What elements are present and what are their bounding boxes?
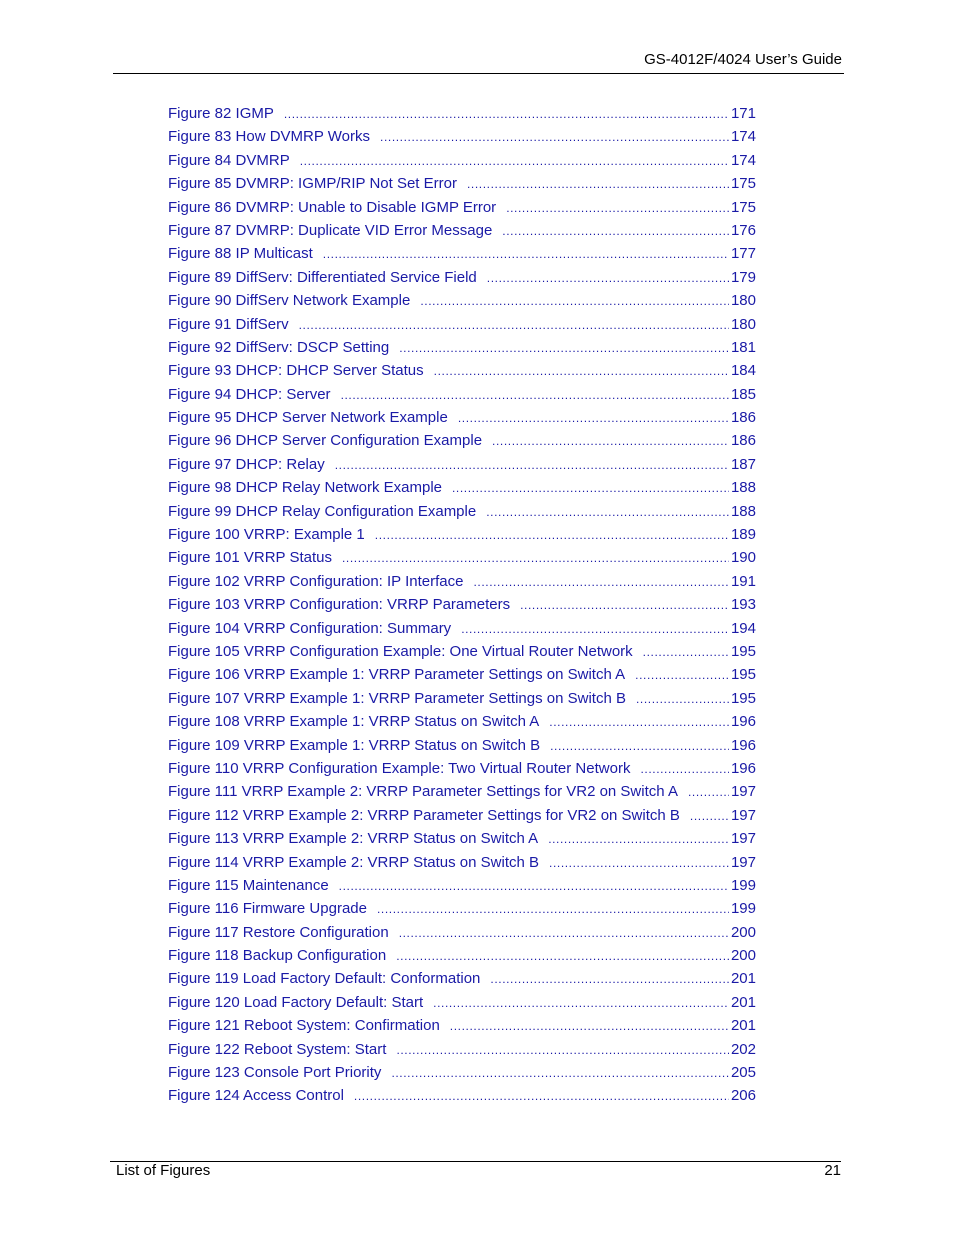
page-header-title: GS-4012F/4024 User’s Guide [644,51,842,68]
toc-entry[interactable] [168,386,756,409]
toc-dot-leader [492,434,729,448]
toc-entry-page[interactable]: 196 [730,713,756,731]
toc-entry-label[interactable]: Figure 120 Load Factory Default: Start [168,993,424,1011]
toc-dot-leader [323,247,729,261]
toc-entry-page[interactable]: 189 [730,526,756,544]
toc-entry[interactable] [168,807,756,830]
toc-entry-page[interactable]: 195 [730,642,756,660]
toc-entry[interactable] [168,526,756,549]
toc-dot-leader [486,505,729,519]
toc-entry[interactable] [168,713,756,736]
toc-entry-label[interactable]: Figure 106 VRRP Example 1: VRRP Parameter Settings on Switch A [168,666,626,684]
toc-entry[interactable] [168,128,756,151]
toc-dot-leader [399,341,729,355]
toc-dot-leader [490,972,729,986]
toc-entry[interactable] [168,1087,756,1110]
toc-dot-leader [354,1089,729,1103]
toc-dot-leader [520,598,729,612]
toc-entry[interactable] [168,152,756,175]
toc-entry-label[interactable]: Figure 91 DiffServ [168,315,289,333]
toc-entry-label[interactable]: Figure 104 VRRP Configuration: Summary [168,619,452,637]
toc-entry-label[interactable]: Figure 89 DiffServ: Differentiated Service Field [168,268,477,286]
header-rule [113,73,844,74]
toc-entry-page[interactable]: 176 [730,221,756,239]
toc-entry-label[interactable]: Figure 88 IP Multicast [168,245,313,263]
toc-entry[interactable] [168,479,756,502]
toc-entry-page[interactable]: 196 [730,759,756,777]
toc-entry-page[interactable]: 201 [730,1017,756,1035]
toc-entry-label[interactable]: Figure 92 DiffServ: DSCP Setting [168,338,390,356]
toc-entry[interactable] [168,292,756,315]
footer-rule [110,1161,841,1162]
toc-entry[interactable] [168,830,756,853]
toc-entry-page[interactable]: 174 [730,151,756,169]
toc-entry-label[interactable]: Figure 83 How DVMRP Works [168,128,371,146]
toc-dot-leader [299,318,729,332]
toc-entry-label[interactable]: Figure 95 DHCP Server Network Example [168,409,448,427]
toc-entry-label[interactable]: Figure 107 VRRP Example 1: VRRP Parameter Settings on Switch B [168,689,626,707]
toc-dot-leader [635,668,729,682]
toc-dot-leader [548,832,729,846]
toc-entry-page[interactable]: 194 [730,619,756,637]
toc-entry-label[interactable]: Figure 116 Firmware Upgrade [168,900,367,918]
footer-page-number: 21 [824,1162,841,1179]
toc-dot-leader [342,551,729,565]
toc-entry[interactable] [168,877,756,900]
toc-entry[interactable] [168,409,756,432]
toc-entry-page[interactable]: 199 [730,876,756,894]
toc-entry-label[interactable]: Figure 96 DHCP Server Configuration Example [168,432,483,450]
toc-entry-label[interactable]: Figure 115 Maintenance [168,876,329,894]
toc-entry-page[interactable]: 197 [730,783,756,801]
toc-entry[interactable] [168,854,756,877]
toc-entry[interactable] [168,199,756,222]
toc-dot-leader [487,271,729,285]
toc-entry[interactable] [168,690,756,713]
toc-dot-leader [420,294,729,308]
toc-entry-label[interactable]: Figure 111 VRRP Example 2: VRRP Parameter Settings for VR2 on Switch A [168,783,678,801]
toc-entry-page[interactable]: 180 [730,315,756,333]
toc-entry-page[interactable]: 193 [730,596,756,614]
toc-entry[interactable] [168,900,756,923]
toc-dot-leader [377,902,729,916]
toc-dot-leader [550,739,729,753]
toc-entry-page[interactable]: 201 [730,993,756,1011]
toc-entry-label[interactable]: Figure 103 VRRP Configuration: VRRP Parameters [168,596,511,614]
toc-dot-leader [399,926,729,940]
toc-entry-page[interactable]: 174 [730,128,756,146]
toc-dot-leader [433,996,729,1010]
toc-entry-label[interactable]: Figure 108 VRRP Example 1: VRRP Status on Switch A [168,713,540,731]
toc-entry[interactable] [168,994,756,1017]
toc-dot-leader [396,949,729,963]
toc-dot-leader [300,154,729,168]
toc-entry-page[interactable]: 179 [730,268,756,286]
toc-dot-leader [458,411,729,425]
toc-entry-page[interactable]: 180 [730,292,756,310]
toc-entry[interactable] [168,737,756,760]
toc-entry-page[interactable]: 175 [730,198,756,216]
toc-entry[interactable] [168,175,756,198]
toc-entry-label[interactable]: Figure 124 Access Control [168,1087,344,1105]
toc-entry[interactable] [168,432,756,455]
toc-entry[interactable] [168,549,756,572]
toc-entry-label[interactable]: Figure 110 VRRP Configuration Example: Two Virtual Router Network [168,759,631,777]
toc-entry-label[interactable]: Figure 93 DHCP: DHCP Server Status [168,362,424,380]
toc-entry[interactable] [168,1017,756,1040]
toc-entry-page[interactable]: 202 [730,1040,756,1058]
toc-dot-leader [506,201,729,215]
toc-entry[interactable] [168,783,756,806]
toc-dot-leader [640,762,729,776]
toc-entry[interactable] [168,245,756,268]
toc-dot-leader [339,879,729,893]
toc-dot-leader [690,809,729,823]
toc-entry-page[interactable]: 187 [730,455,756,473]
toc-dot-leader [467,177,729,191]
toc-entry-page[interactable]: 181 [730,338,756,356]
toc-dot-leader [450,1019,729,1033]
toc-entry[interactable] [168,1064,756,1087]
toc-entry-label[interactable]: Figure 114 VRRP Example 2: VRRP Status on Switch B [168,853,540,871]
toc-entry-page[interactable]: 186 [730,432,756,450]
toc-entry[interactable] [168,269,756,292]
toc-entry-page[interactable]: 197 [730,853,756,871]
toc-entry[interactable] [168,503,756,526]
toc-entry-label[interactable]: Figure 121 Reboot System: Confirmation [168,1017,440,1035]
toc-dot-leader [452,481,729,495]
toc-entry-label[interactable]: Figure 122 Reboot System: Start [168,1040,387,1058]
toc-entry[interactable] [168,573,756,596]
toc-entry[interactable] [168,1041,756,1064]
toc-entry[interactable] [168,316,756,339]
toc-dot-leader [391,1066,729,1080]
toc-entry-page[interactable]: 177 [730,245,756,263]
toc-entry[interactable] [168,924,756,947]
toc-entry-page[interactable]: 184 [730,362,756,380]
toc-entry-label[interactable]: Figure 98 DHCP Relay Network Example [168,479,442,497]
toc-entry-label[interactable]: Figure 123 Console Port Priority [168,1064,382,1082]
toc-dot-leader [473,575,729,589]
toc-dot-leader [380,130,729,144]
toc-entry-label[interactable]: Figure 82 IGMP [168,105,274,122]
toc-entry-page[interactable]: 200 [730,947,756,965]
toc-dot-leader [284,107,729,121]
toc-entry-page[interactable]: 195 [730,666,756,684]
toc-entry[interactable] [168,362,756,385]
toc-entry-label[interactable]: Figure 118 Backup Configuration [168,947,387,965]
toc-dot-leader [549,715,729,729]
toc-entry-label[interactable]: Figure 99 DHCP Relay Configuration Example [168,502,477,520]
toc-entry-page[interactable]: 199 [730,900,756,918]
toc-entry-label[interactable]: Figure 102 VRRP Configuration: IP Interface [168,572,464,590]
toc-entry-label[interactable]: Figure 87 DVMRP: Duplicate VID Error Message [168,221,493,239]
toc-entry-page[interactable]: 196 [730,736,756,754]
toc-entry[interactable] [168,222,756,245]
toc-entry-label[interactable]: Figure 117 Restore Configuration [168,923,389,941]
toc-entry[interactable] [168,105,756,128]
toc-dot-leader [396,1043,729,1057]
toc-entry-label[interactable]: Figure 94 DHCP: Server [168,385,331,403]
toc-entry[interactable] [168,970,756,993]
toc-entry[interactable] [168,456,756,479]
toc-entry[interactable] [168,596,756,619]
toc-entry-label[interactable]: Figure 97 DHCP: Relay [168,455,325,473]
list-of-figures [168,105,756,1111]
footer-section-title: List of Figures [116,1162,211,1179]
toc-entry-page[interactable]: 197 [730,806,756,824]
toc-entry[interactable] [168,666,756,689]
toc-entry-page[interactable]: 186 [730,409,756,427]
toc-entry[interactable] [168,760,756,783]
toc-entry-label[interactable]: Figure 119 Load Factory Default: Conformation [168,970,481,988]
toc-dot-leader [375,528,729,542]
toc-entry-label[interactable]: Figure 86 DVMRP: Unable to Disable IGMP Error [168,198,497,216]
toc-entry-page[interactable]: 188 [730,479,756,497]
toc-dot-leader [341,388,729,402]
toc-dot-leader [688,785,729,799]
toc-dot-leader [335,458,729,472]
toc-dot-leader [502,224,729,238]
toc-entry-label[interactable]: Figure 90 DiffServ Network Example [168,292,411,310]
toc-entry-page[interactable]: 171 [730,105,756,122]
toc-entry-page[interactable]: 195 [730,689,756,707]
toc-entry-label[interactable]: Figure 105 VRRP Configuration Example: One Virtual Router Network [168,642,633,660]
toc-entry-label[interactable]: Figure 100 VRRP: Example 1 [168,526,365,544]
toc-entry-label[interactable]: Figure 113 VRRP Example 2: VRRP Status on Switch A [168,830,539,848]
toc-entry-page[interactable]: 206 [730,1087,756,1105]
toc-entry-label[interactable]: Figure 109 VRRP Example 1: VRRP Status on Switch B [168,736,541,754]
toc-entry-page[interactable]: 175 [730,175,756,193]
toc-entry-page[interactable]: 201 [730,970,756,988]
toc-dot-leader [461,622,729,636]
toc-entry-page[interactable]: 191 [730,572,756,590]
toc-entry-page[interactable]: 188 [730,502,756,520]
toc-entry-page[interactable]: 190 [730,549,756,567]
toc-dot-leader [643,645,729,659]
toc-entry-label[interactable]: Figure 84 DVMRP [168,151,290,169]
toc-dot-leader [434,364,729,378]
toc-entry-label[interactable]: Figure 101 VRRP Status [168,549,332,567]
toc-entry-page[interactable]: 205 [730,1064,756,1082]
toc-entry-page[interactable]: 185 [730,385,756,403]
toc-entry-page[interactable]: 200 [730,923,756,941]
toc-entry-page[interactable]: 197 [730,830,756,848]
toc-entry[interactable] [168,947,756,970]
toc-entry[interactable] [168,643,756,666]
toc-entry-label[interactable]: Figure 112 VRRP Example 2: VRRP Parameter Settings for VR2 on Switch B [168,806,680,824]
toc-entry-label[interactable]: Figure 85 DVMRP: IGMP/RIP Not Set Error [168,175,457,193]
toc-dot-leader [636,692,729,706]
toc-entry[interactable] [168,339,756,362]
toc-dot-leader [549,856,729,870]
toc-entry[interactable] [168,620,756,643]
